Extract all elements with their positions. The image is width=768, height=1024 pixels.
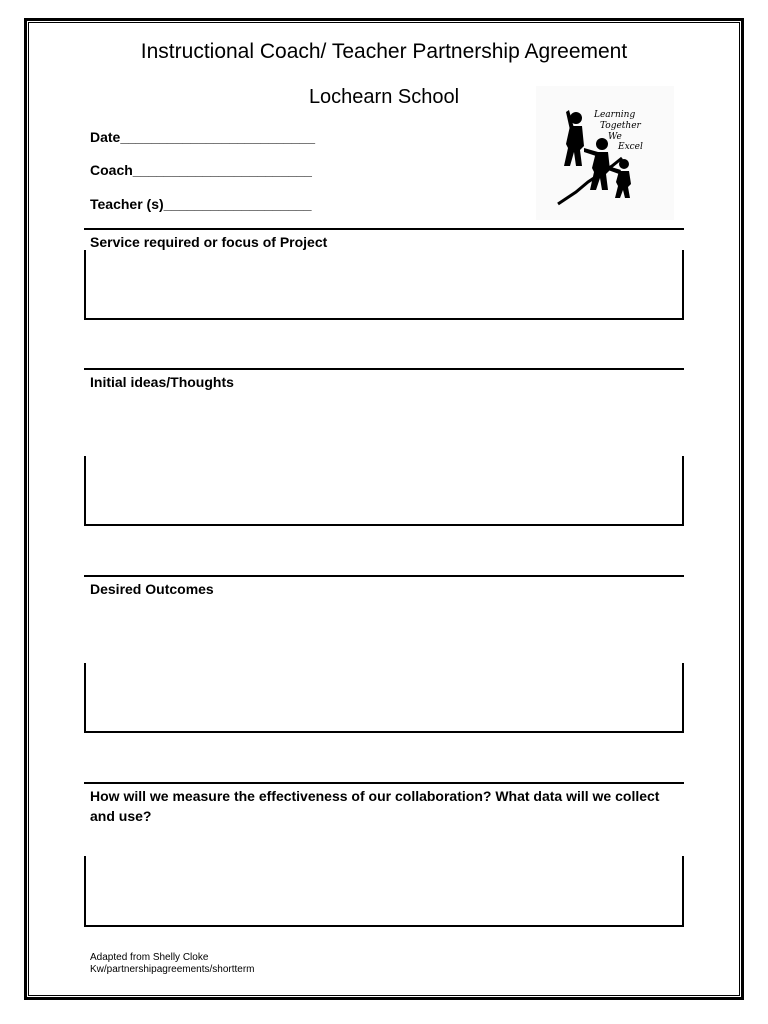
outcomes-input-box[interactable] — [84, 663, 684, 733]
climbing-figures-icon — [536, 86, 674, 220]
section-title-measure: How will we measure the effectiveness of our collaboration? What data will we collect and use? — [90, 788, 660, 824]
section-title-service: Service required or focus of Project — [90, 234, 328, 250]
section-rule-outcomes — [84, 575, 684, 577]
footer-credit — [90, 952, 255, 976]
logo-text-together: Together — [600, 121, 641, 131]
school-name: Lochearn School — [308, 86, 460, 108]
teacher-field[interactable]: Teacher (s)___________________ — [90, 196, 312, 212]
section-rule-ideas — [84, 368, 684, 370]
section-title-ideas: Initial ideas/Thoughts — [90, 374, 234, 390]
measure-input-box[interactable] — [84, 856, 684, 927]
logo-text-learning: Learning — [594, 110, 636, 120]
logo-text-excel: Excel — [618, 142, 643, 152]
section-title-outcomes: Desired Outcomes — [90, 581, 214, 597]
ideas-input-box[interactable] — [84, 456, 684, 526]
coach-field[interactable]: Coach_______________________ — [90, 162, 312, 178]
footer-line-path: Kw/partnershipagreements/shortterm — [90, 964, 255, 975]
footer-line-adapted: Adapted from Shelly Cloke — [90, 952, 209, 963]
logo-text-we: We — [608, 132, 622, 142]
section-rule-measure — [84, 782, 684, 784]
service-input-box[interactable] — [84, 250, 684, 320]
document-title: Instructional Coach/ Teacher Partnership Agreement — [140, 40, 628, 63]
school-logo — [536, 86, 674, 220]
section-rule-service — [84, 228, 684, 230]
date-field[interactable]: Date_________________________ — [90, 129, 315, 145]
